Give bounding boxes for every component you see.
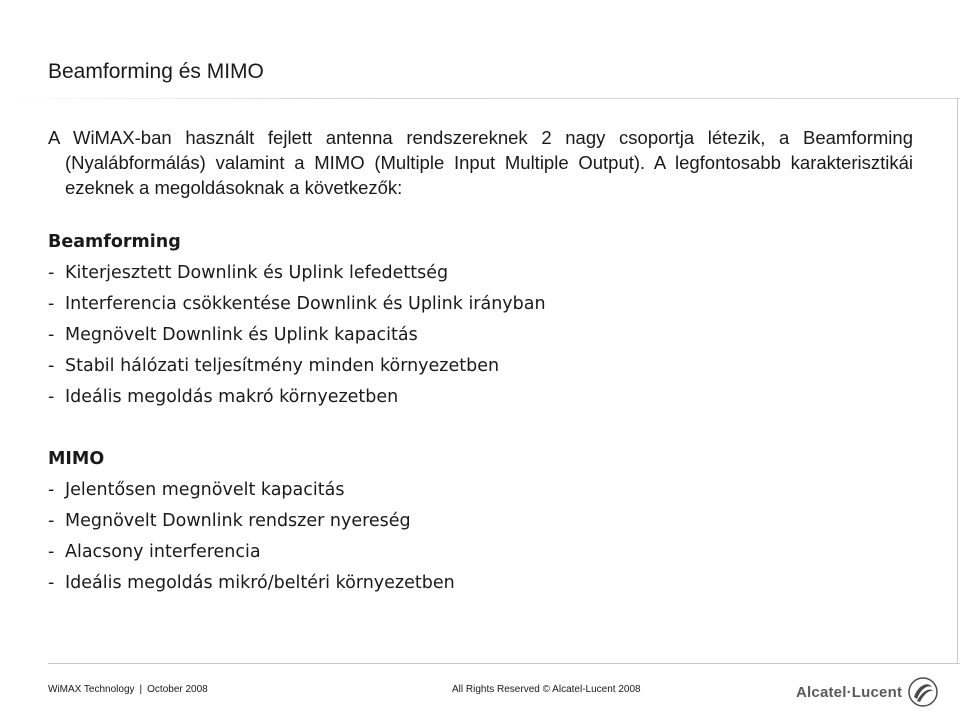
bullet-marker: - [48,294,55,314]
list-item [48,351,546,382]
list-item-text: Interferencia csökkentése Downlink és Uplink irányban [65,294,546,314]
bullet-marker: - [48,480,55,500]
logo-wordmark: Alcatel·Lucent [796,683,903,701]
list-item-text: Stabil hálózati teljesítmény minden környezetben [65,356,500,376]
section-mimo [48,444,455,599]
list-item [48,506,455,537]
list-item [48,568,455,599]
bullet-marker: - [48,511,55,531]
list-item [48,320,546,351]
footer-separator: | [139,684,143,695]
section-heading: Beamforming [48,232,181,252]
list-item-text: Alacsony interferencia [65,542,261,562]
footer-doc-info [48,684,208,695]
footer-divider [48,663,960,664]
footer-doc-name: WiMAX Technology [48,684,135,695]
footer-date: October 2008 [147,684,208,695]
list-item [48,289,546,320]
section-heading: MIMO [48,449,105,469]
company-logo [796,676,938,708]
list-item [48,475,455,506]
list-item-text: Megnövelt Downlink rendszer nyereség [65,511,411,531]
list-item-text: Jelentősen megnövelt kapacitás [65,480,345,500]
list-item [48,258,546,289]
list-item [48,382,546,413]
intro-rest: Beamforming (Nyalábformálás) valamint a MIMO (Multiple Input Multiple Output). A legfontosabb karakterisztikái ezeknek a megoldásoknak a következők: [65,127,913,198]
bullet-marker: - [48,325,55,345]
list-item [48,537,455,568]
alcatel-lucent-swirl-icon [908,677,938,707]
bullet-marker: - [48,356,55,376]
intro-first-line: A WiMAX-ban használt fejlett antenna rendszereknek 2 nagy csoportja létezik, a [48,127,790,148]
bullet-marker: - [48,387,55,407]
slide-title: Beamforming és MIMO [48,60,264,83]
bullet-marker: - [48,573,55,593]
bullet-list [48,475,455,599]
title-divider [0,98,960,99]
bullet-list [48,258,546,413]
intro-paragraph [48,125,913,200]
list-item-text: Megnövelt Downlink és Uplink kapacitás [65,325,418,345]
slide-right-border [957,98,958,663]
list-item-text: Kiterjesztett Downlink és Uplink lefedettség [65,263,449,283]
list-item-text: Ideális megoldás makró környezetben [65,387,399,407]
list-item-text: Ideális megoldás mikró/beltéri környezetben [65,573,455,593]
footer-copyright: All Rights Reserved © Alcatel-Lucent 2008 [452,684,641,695]
section-beamforming [48,227,546,413]
bullet-marker: - [48,542,55,562]
bullet-marker: - [48,263,55,283]
